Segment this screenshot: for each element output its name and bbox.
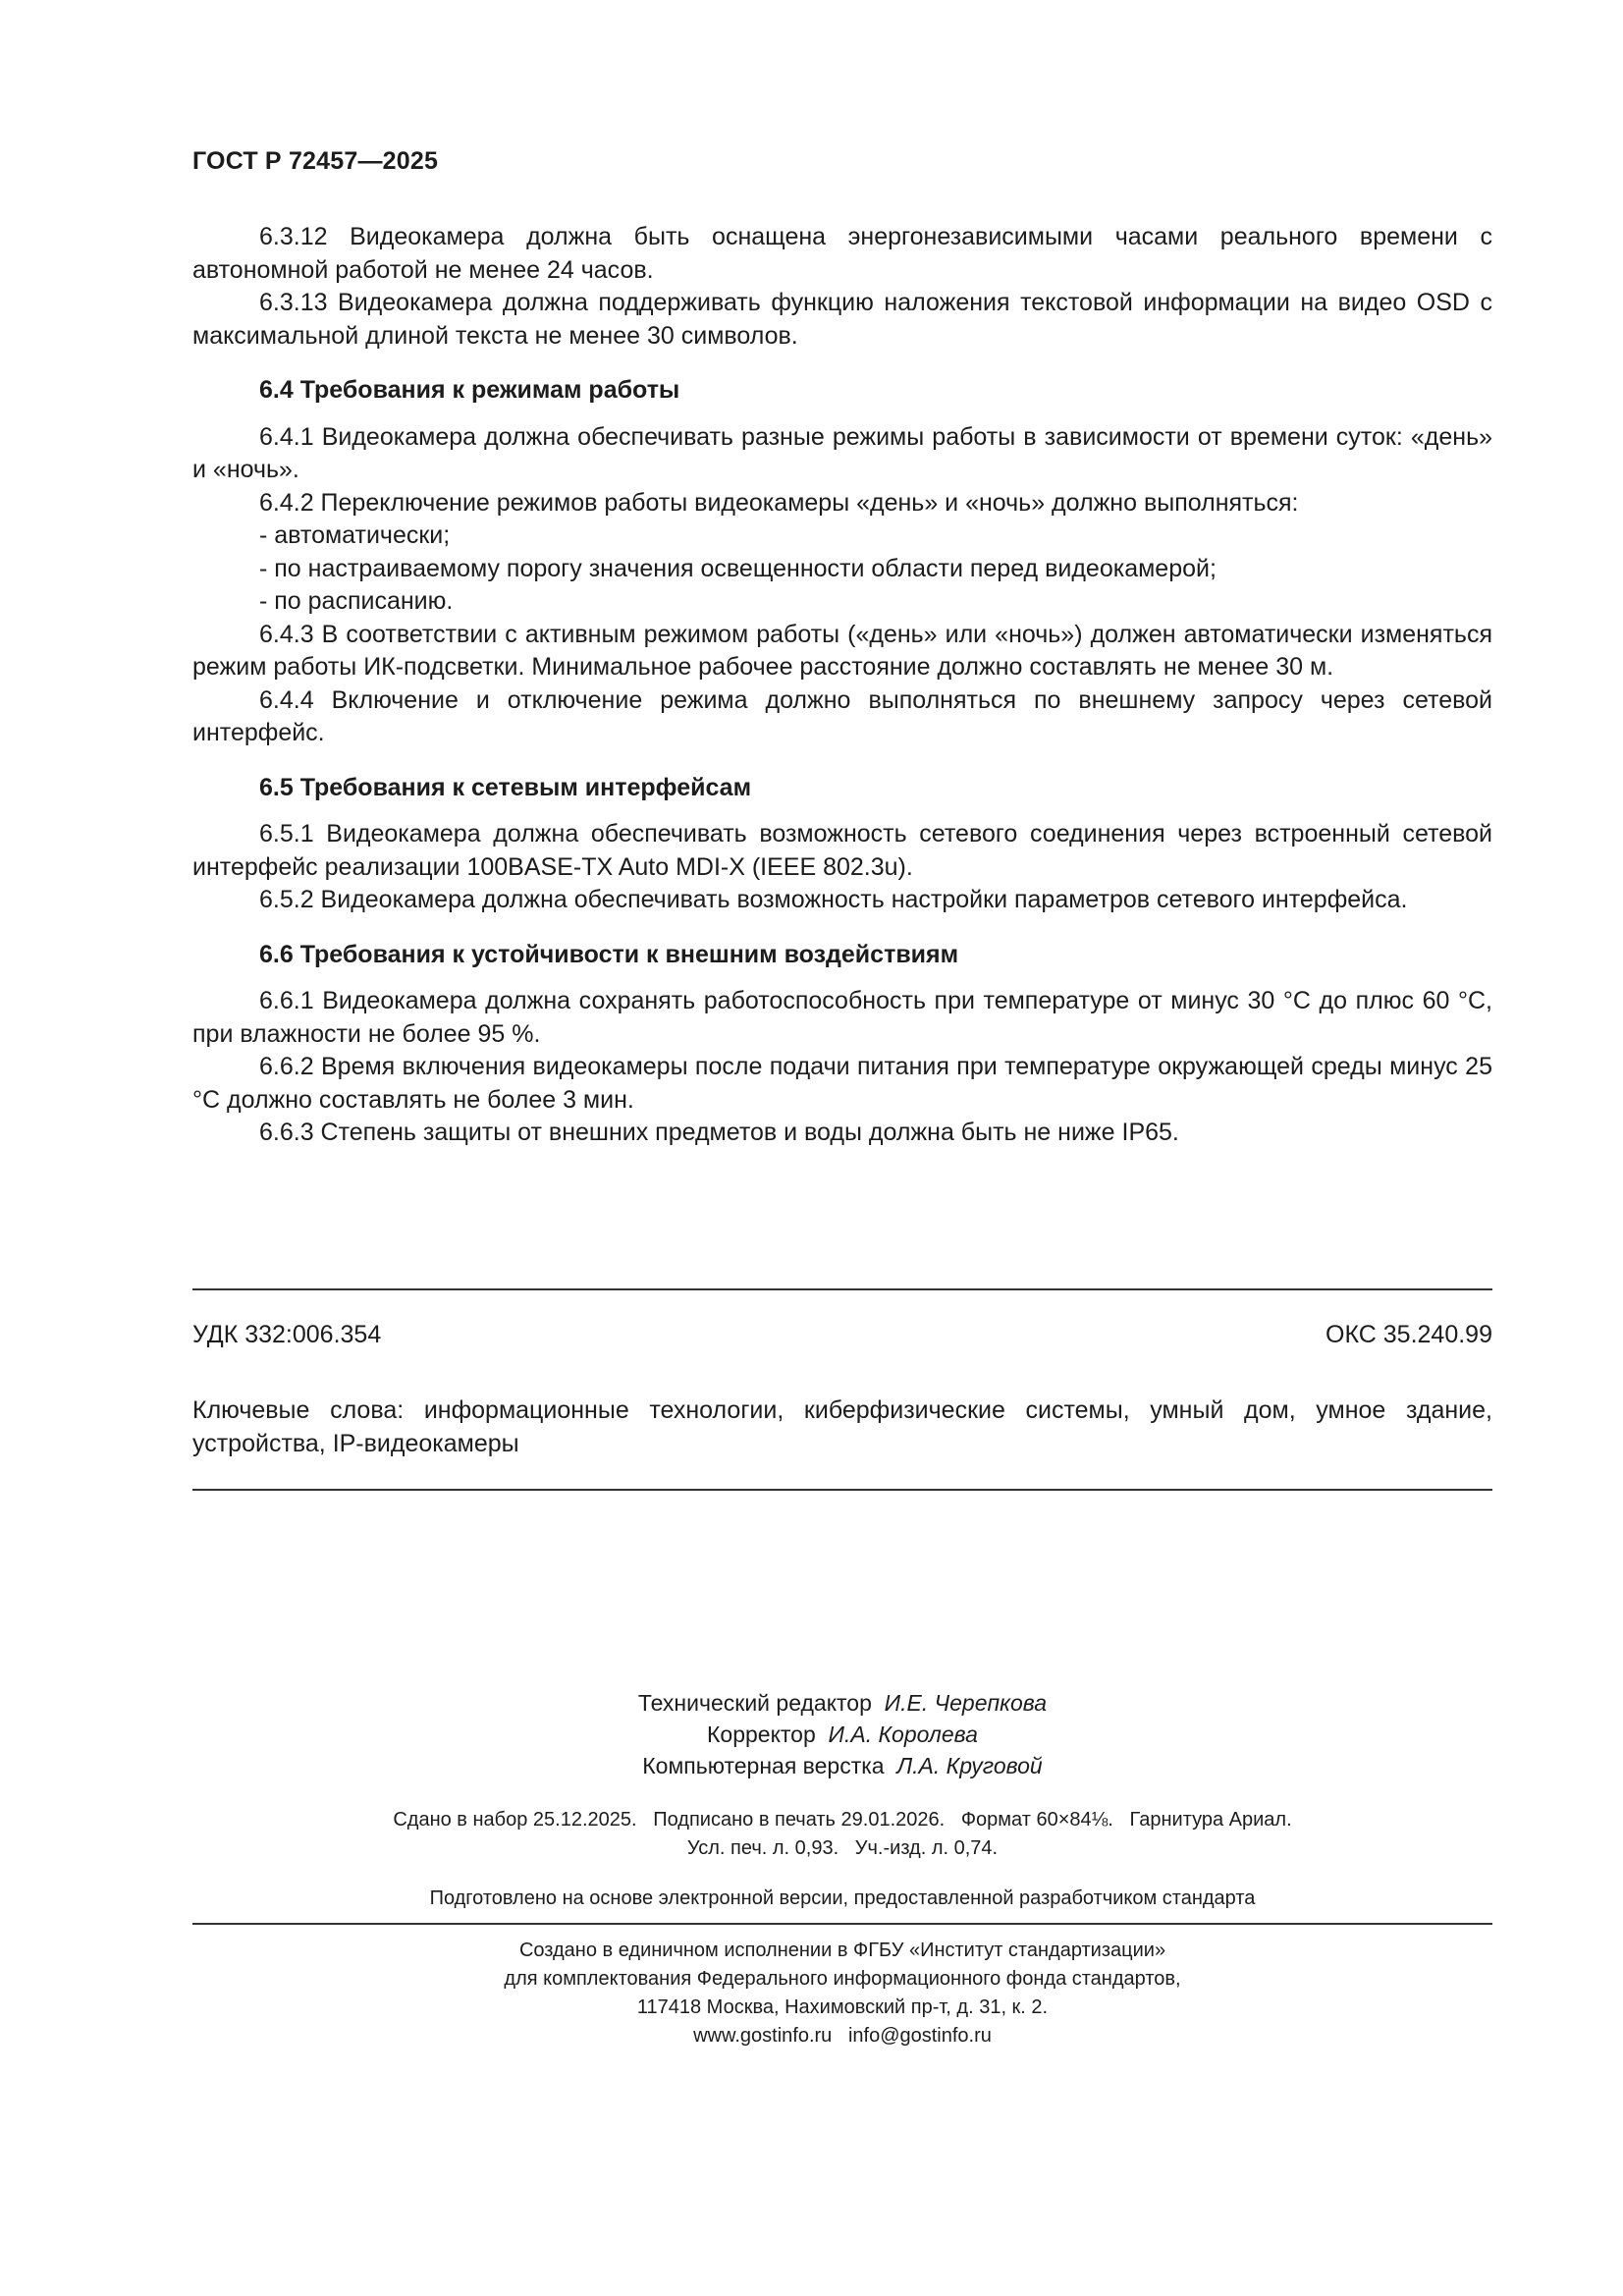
paragraph-6-6-3: 6.6.3 Степень защиты от внешних предметов и воды должна быть не ниже IP65. bbox=[259, 1119, 1179, 1146]
publisher-line: Создано в единичном исполнении в ФГБУ «Институт стандартизации» bbox=[518, 1940, 1166, 1961]
udk-code: УДК 332:006.354 bbox=[192, 1321, 382, 1348]
prepared-note: Подготовлено на основе электронной версии, предоставленной разработчиком стандарта bbox=[429, 1887, 1256, 1909]
publisher-info bbox=[192, 1937, 1492, 2050]
paragraph-6-4-1: 6.4.1 Видеокамера должна обеспечивать разные режимы работы в зависимости от времени суток: «день» и «ночь». bbox=[192, 422, 1492, 483]
layout-label: Компьютерная верстка bbox=[642, 1753, 885, 1778]
paragraph-6-5-2: 6.5.2 Видеокамера должна обеспечивать возможность настройки параметров сетевого интерфейса. bbox=[259, 886, 1408, 913]
pub-line: Усл. печ. л. 0,93. Уч.-изд. л. 0,74. bbox=[686, 1837, 999, 1859]
divider-bottom bbox=[192, 1489, 1492, 1491]
tech-editor-name: И.Е. Черепкова bbox=[884, 1690, 1048, 1716]
corrector-name: И.А. Королева bbox=[828, 1722, 978, 1747]
corrector-label: Корректор bbox=[707, 1722, 816, 1747]
oks-code: ОКС 35.240.99 bbox=[1325, 1321, 1492, 1348]
publication-details bbox=[192, 1806, 1492, 1863]
section-heading-6-6: 6.6 Требования к устойчивости к внешним воздействиям bbox=[259, 940, 959, 968]
standard-code: ГОСТ Р 72457—2025 bbox=[192, 147, 439, 175]
publisher-line: для комплектования Федерального информационного фонда стандартов, bbox=[504, 1968, 1181, 1990]
divider-top bbox=[192, 1288, 1492, 1290]
divider-imprint bbox=[192, 1923, 1492, 1925]
section-heading-6-4: 6.4 Требования к режимам работы bbox=[259, 376, 680, 404]
layout-line bbox=[192, 1750, 1492, 1781]
tech-editor-label: Технический редактор bbox=[637, 1690, 872, 1716]
paragraph-6-3-13: 6.3.13 Видеокамера должна поддерживать функцию наложения текстовой информации на видео OSD с максимальной длиной текста не менее 30 символов. bbox=[192, 289, 1492, 350]
publisher-contacts: www.gostinfo.ru info@gostinfo.ru bbox=[693, 2025, 992, 2047]
paragraph-6-3-12: 6.3.12 Видеокамера должна быть оснащена энергонезависимыми часами реального времени с автономной работой не менее 24 часов. bbox=[192, 223, 1492, 284]
keywords: Ключевые слова: информационные технологии, киберфизические системы, умный дом, умное здание, устройства, IP-видеокамеры bbox=[192, 1396, 1492, 1457]
list-item: - автоматически; bbox=[259, 521, 451, 549]
corrector-line bbox=[192, 1719, 1492, 1750]
paragraph-6-5-1: 6.5.1 Видеокамера должна обеспечивать возможность сетевого соединения через встроенный сетевой интерфейс реализации 100BASE-TX Auto MDI-X (IEEE 802.3u). bbox=[192, 820, 1492, 881]
list-item: - по расписанию. bbox=[259, 587, 454, 615]
publisher-line: 117418 Москва, Нахимовский пр-т, д. 31, к. 2. bbox=[636, 1996, 1049, 2018]
pub-line: Сдано в набор 25.12.2025. Подписано в печать 29.01.2026. Формат 60×84⅛. Гарнитура Ариал. bbox=[393, 1809, 1292, 1831]
paragraph-6-4-4: 6.4.4 Включение и отключение режима должно выполняться по внешнему запросу через сетевой интерфейс. bbox=[192, 685, 1492, 746]
paragraph-6-4-3: 6.4.3 В соответствии с активным режимом работы («день» или «ночь») должен автоматически изменяться режим работы ИК-подсветки. Минимальное рабочее расстояние должно составлять не менее 30 м. bbox=[192, 620, 1492, 681]
paragraph-6-4-2: 6.4.2 Переключение режимов работы видеокамеры «день» и «ночь» должно выполняться: bbox=[259, 488, 1299, 517]
editorial-staff bbox=[192, 1687, 1492, 1781]
tech-editor-line bbox=[192, 1687, 1492, 1719]
section-heading-6-5: 6.5 Требования к сетевым интерфейсам bbox=[259, 773, 752, 801]
paragraph-6-6-1: 6.6.1 Видеокамера должна сохранять работоспособность при температуре от минус 30 °С до плюс 60 °С, при влажности не более 95 %. bbox=[192, 987, 1492, 1048]
document-body bbox=[192, 221, 1492, 1150]
list-item: - по настраиваемому порогу значения освещенности области перед видеокамерой; bbox=[259, 554, 1217, 582]
layout-name: Л.А. Круговой bbox=[896, 1753, 1043, 1778]
paragraph-6-6-2: 6.6.2 Время включения видеокамеры после подачи питания при температуре окружающей среды минус 25 °С должно составлять не более 3 мин. bbox=[192, 1053, 1492, 1114]
